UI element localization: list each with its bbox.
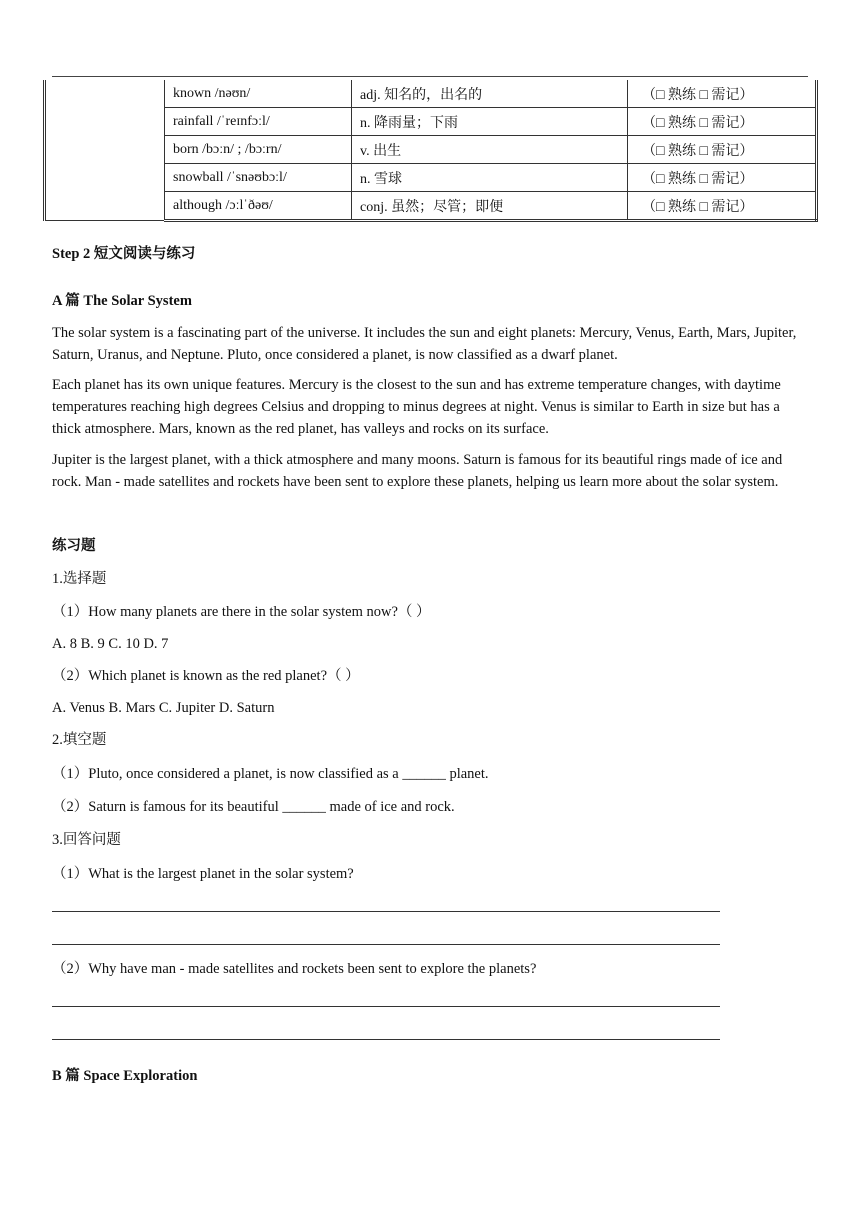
step2-heading: Step 2 短文阅读与练习	[52, 246, 196, 262]
exercises-heading: 练习题	[52, 538, 96, 554]
answer-line[interactable]	[52, 944, 720, 945]
question-1: （1）How many planets are there in the solar system now?（ ）	[52, 604, 431, 620]
table-row	[45, 80, 817, 108]
question-1-options: A. 8 B. 9 C. 10 D. 7	[52, 636, 169, 652]
question-2-options: A. Venus B. Mars C. Jupiter D. Saturn	[52, 700, 275, 716]
word-cell: born /bɔːn/ ; /bɔːrn/	[165, 136, 352, 164]
passage-a-title: A 篇 The Solar System	[52, 293, 192, 309]
word-cell: although /ɔːlˈðəʊ/	[165, 192, 352, 221]
answer-question-1: （1）What is the largest planet in the solar system?	[52, 866, 354, 882]
word-cell: rainfall /ˈreɪnfɔːl/	[165, 108, 352, 136]
passage-a-paragraph-2: Each planet has its own unique features. Mercury is the closest to the sun and has extreme temperature changes, with daytime temperatures reaching high degrees Celsius and dropping to minus degrees at night. Venus is similar to Earth in size but has a thick atmosphere. Mars, known as the red planet, has valleys and rocks on its surface.	[52, 377, 781, 437]
fill-blank-1: （1）Pluto, once considered a planet, is now classified as a ______ planet.	[52, 766, 489, 782]
status-cell[interactable]: （□ 熟练 □ 需记）	[628, 136, 817, 164]
status-cell[interactable]: （□ 熟练 □ 需记）	[628, 164, 817, 192]
section-fill-blank: 2.填空题	[52, 732, 107, 748]
meaning-cell: v. 出生	[352, 136, 628, 164]
fill-blank-2: （2）Saturn is famous for its beautiful ______ made of ice and rock.	[52, 799, 455, 815]
answer-line[interactable]	[52, 1006, 720, 1007]
status-cell[interactable]: （□ 熟练 □ 需记）	[628, 80, 817, 108]
passage-a-paragraph-3: Jupiter is the largest planet, with a thick atmosphere and many moons. Saturn is famous for its beautiful rings made of ice and rock. Man - made satellites and rockets have been sent to explore these planets, helping us learn more about the solar system.	[52, 452, 783, 490]
blank-cell	[45, 80, 165, 221]
section-answer-questions: 3.回答问题	[52, 832, 121, 848]
status-cell[interactable]: （□ 熟练 □ 需记）	[628, 192, 817, 221]
answer-question-2: （2）Why have man - made satellites and rockets been sent to explore the planets?	[52, 961, 537, 977]
meaning-cell: n. 雪球	[352, 164, 628, 192]
answer-line[interactable]	[52, 1039, 720, 1040]
answer-line[interactable]	[52, 911, 720, 912]
meaning-cell: conj. 虽然；尽管；即便	[352, 192, 628, 221]
passage-a-paragraph-1: The solar system is a fascinating part of the universe. It includes the sun and eight planets: Mercury, Venus, Earth, Mars, Jupiter, Saturn, Uranus, and Neptune. Pluto, once considered a planet, is now classified as a dwarf planet.	[52, 325, 797, 363]
meaning-cell: adj. 知名的，出名的	[352, 80, 628, 108]
vocabulary-table	[43, 80, 818, 222]
header-rule	[52, 76, 808, 77]
word-cell: known /nəʊn/	[165, 80, 352, 108]
question-2: （2）Which planet is known as the red planet?（ ）	[52, 668, 360, 684]
status-cell[interactable]: （□ 熟练 □ 需记）	[628, 108, 817, 136]
word-cell: snowball /ˈsnəʊbɔːl/	[165, 164, 352, 192]
section-multiple-choice: 1.选择题	[52, 571, 107, 587]
meaning-cell: n. 降雨量；下雨	[352, 108, 628, 136]
passage-b-title: B 篇 Space Exploration	[52, 1068, 198, 1084]
